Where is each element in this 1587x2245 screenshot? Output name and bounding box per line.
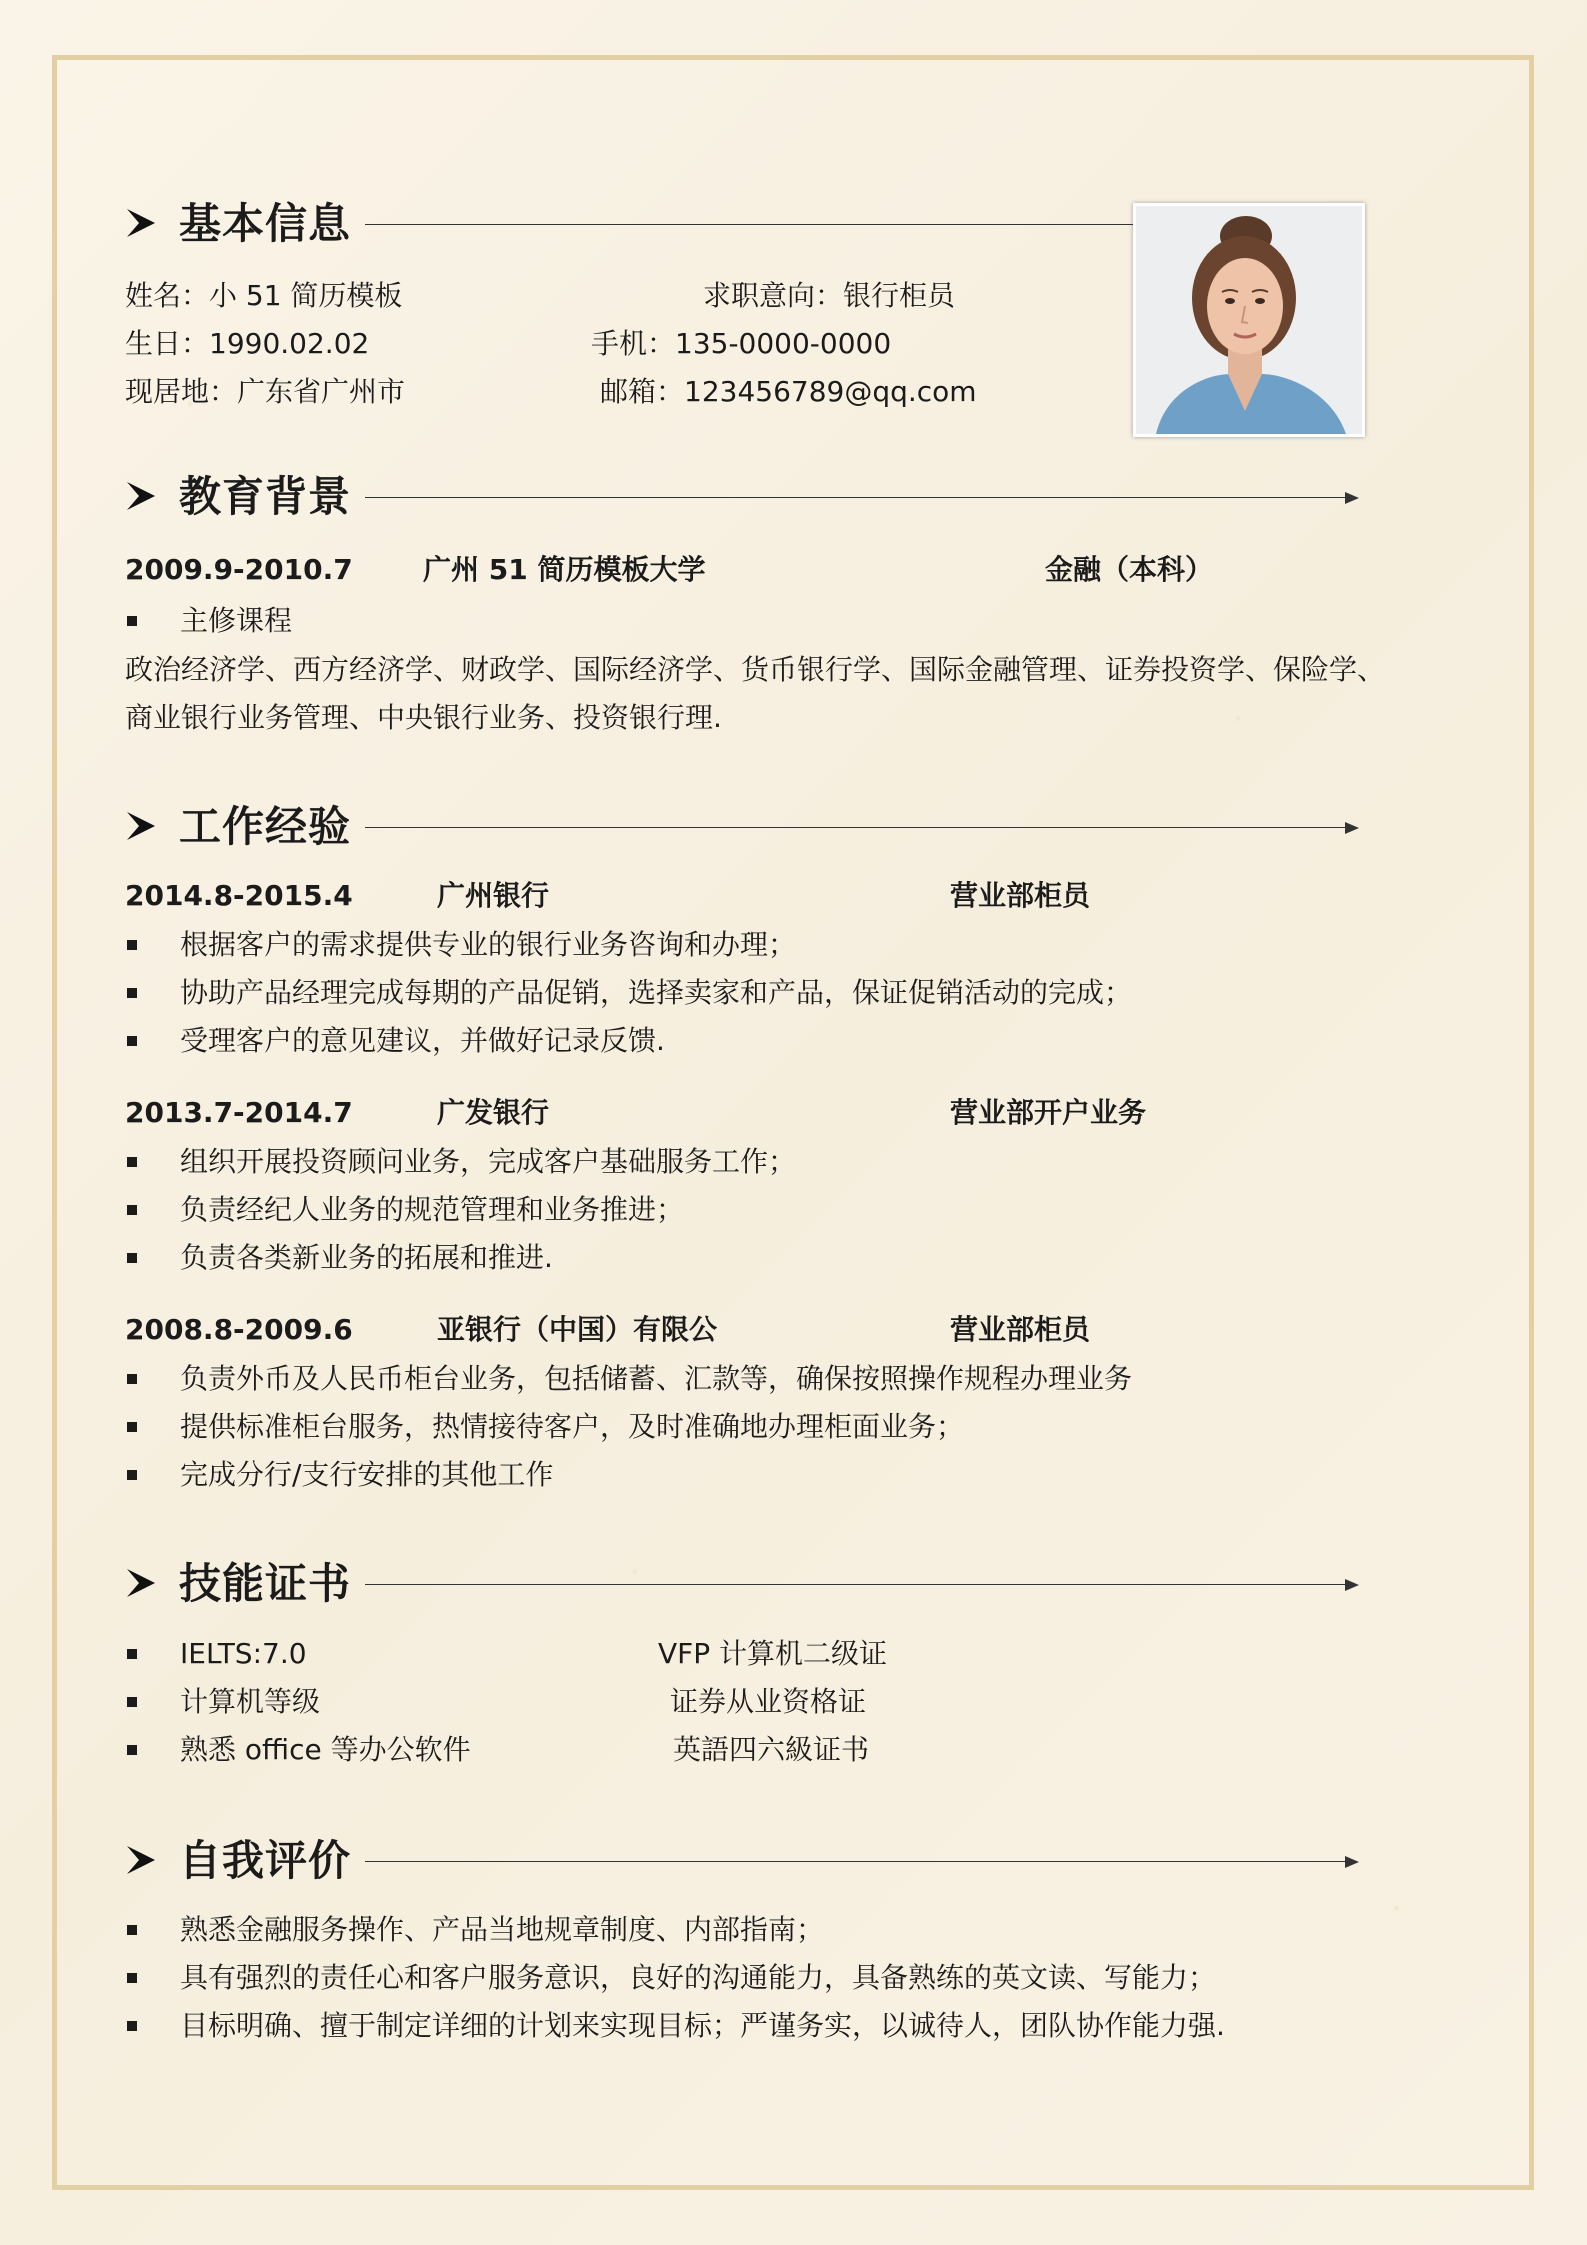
job-duty-text: 负责经纪人业务的规范管理和业务推进；	[180, 1193, 685, 1226]
job-company: 亚银行（中国）有限公	[437, 1313, 718, 1346]
section-title-skills: 技能证书	[179, 1559, 352, 1608]
section-title-education: 教育背景	[179, 472, 352, 521]
bullet-square-icon	[127, 1253, 137, 1263]
job-position: 营业部开户业务	[950, 1096, 1147, 1129]
education-courses-line1: 政治经济学、西方经济学、财政学、国际经济学、货币银行学、国际金融管理、证券投资学、保险学、	[125, 653, 1386, 686]
bullet-square-icon	[127, 1205, 137, 1215]
bullet-square-icon	[127, 940, 137, 950]
section-divider	[365, 1861, 1347, 1862]
section-title-self: 自我评价	[179, 1836, 352, 1885]
self-eval-text: 具有强烈的责任心和客户服务意识，良好的沟通能力，具备熟练的英文读、写能力；	[180, 1961, 1217, 1994]
section-divider	[365, 1584, 1347, 1585]
skill-text: IELTS:7.0	[180, 1637, 307, 1670]
divider-arrow-icon	[1345, 492, 1359, 504]
portrait-icon	[1136, 206, 1362, 434]
education-school: 广州 51 简历模板大学	[423, 553, 706, 586]
job-position: 营业部柜员	[950, 879, 1091, 912]
section-education-header	[125, 470, 1360, 530]
education-courses-line2: 商业银行业务管理、中央银行业务、投资银行理.	[125, 701, 722, 734]
job-duty-text: 受理客户的意见建议，并做好记录反馈.	[180, 1024, 665, 1057]
section-arrow-icon	[125, 806, 157, 846]
job-company: 广州银行	[437, 879, 550, 912]
job-duty-text: 提供标准柜台服务，热情接待客户，及时准确地办理柜面业务；	[180, 1410, 965, 1443]
section-arrow-icon	[125, 1840, 157, 1880]
bullet-square-icon	[127, 1470, 137, 1480]
skill-text: VFP 计算机二级证	[658, 1637, 888, 1670]
basic-phone: 手机：135-0000-0000	[591, 327, 892, 360]
self-eval-text: 熟悉金融服务操作、产品当地规章制度、内部指南；	[180, 1913, 825, 1946]
job-position: 营业部柜员	[950, 1313, 1091, 1346]
bullet-square-icon	[127, 1649, 137, 1659]
job-period: 2013.7-2014.7	[125, 1096, 353, 1129]
job-company: 广发银行	[437, 1096, 550, 1129]
divider-arrow-icon	[1345, 822, 1359, 834]
job-period: 2014.8-2015.4	[125, 879, 353, 912]
basic-name: 姓名：小 51 简历模板	[125, 279, 403, 312]
section-divider	[365, 224, 1255, 225]
section-title-basic: 基本信息	[179, 199, 352, 248]
section-skills-header	[125, 1557, 1360, 1617]
bullet-square-icon	[127, 616, 137, 626]
section-work-header	[125, 800, 1360, 860]
divider-arrow-icon	[1345, 1856, 1359, 1868]
section-title-work: 工作经验	[179, 802, 352, 851]
job-duty-text: 协助产品经理完成每期的产品促销，选择卖家和产品，保证促销活动的完成；	[180, 976, 1133, 1009]
divider-arrow-icon	[1345, 1579, 1359, 1591]
bullet-square-icon	[127, 1697, 137, 1707]
basic-intent: 求职意向：银行柜员	[703, 279, 956, 312]
bullet-square-icon	[127, 1973, 137, 1983]
education-period: 2009.9-2010.7	[125, 553, 353, 586]
self-eval-text: 目标明确、擅于制定详细的计划来实现目标；严谨务实，以诚待人，团队协作能力强.	[180, 2009, 1225, 2042]
education-major: 金融（本科）	[1045, 553, 1214, 586]
job-duty-text: 完成分行/支行安排的其他工作	[180, 1458, 554, 1491]
basic-address: 现居地：广东省广州市	[125, 375, 406, 408]
bullet-square-icon	[127, 1374, 137, 1384]
section-divider	[365, 827, 1347, 828]
job-period: 2008.8-2009.6	[125, 1313, 353, 1346]
basic-birth: 生日：1990.02.02	[125, 327, 370, 360]
job-duty-text: 根据客户的需求提供专业的银行业务咨询和办理；	[180, 928, 797, 961]
section-self-header	[125, 1834, 1360, 1894]
section-divider	[365, 497, 1347, 498]
section-arrow-icon	[125, 476, 157, 516]
section-arrow-icon	[125, 1563, 157, 1603]
job-duty-text: 组织开展投资顾问业务，完成客户基础服务工作；	[180, 1145, 797, 1178]
section-arrow-icon	[125, 203, 157, 243]
bullet-square-icon	[127, 988, 137, 998]
skill-text: 熟悉 office 等办公软件	[180, 1733, 471, 1766]
bullet-square-icon	[127, 1925, 137, 1935]
bullet-square-icon	[127, 1745, 137, 1755]
skill-text: 计算机等级	[180, 1685, 321, 1718]
job-duty-text: 负责外币及人民币柜台业务，包括储蓄、汇款等，确保按照操作规程办理业务	[180, 1362, 1133, 1395]
bullet-square-icon	[127, 1422, 137, 1432]
bullet-square-icon	[127, 1036, 137, 1046]
education-course-label: 主修课程	[180, 604, 293, 637]
job-duty-text: 负责各类新业务的拓展和推进.	[180, 1241, 553, 1274]
skill-text: 英語四六級证书	[673, 1733, 870, 1766]
profile-photo	[1133, 203, 1365, 437]
bullet-square-icon	[127, 2021, 137, 2031]
bullet-square-icon	[127, 1157, 137, 1167]
skill-text: 证券从业资格证	[670, 1685, 867, 1718]
basic-email: 邮箱：123456789@qq.com	[600, 375, 977, 408]
